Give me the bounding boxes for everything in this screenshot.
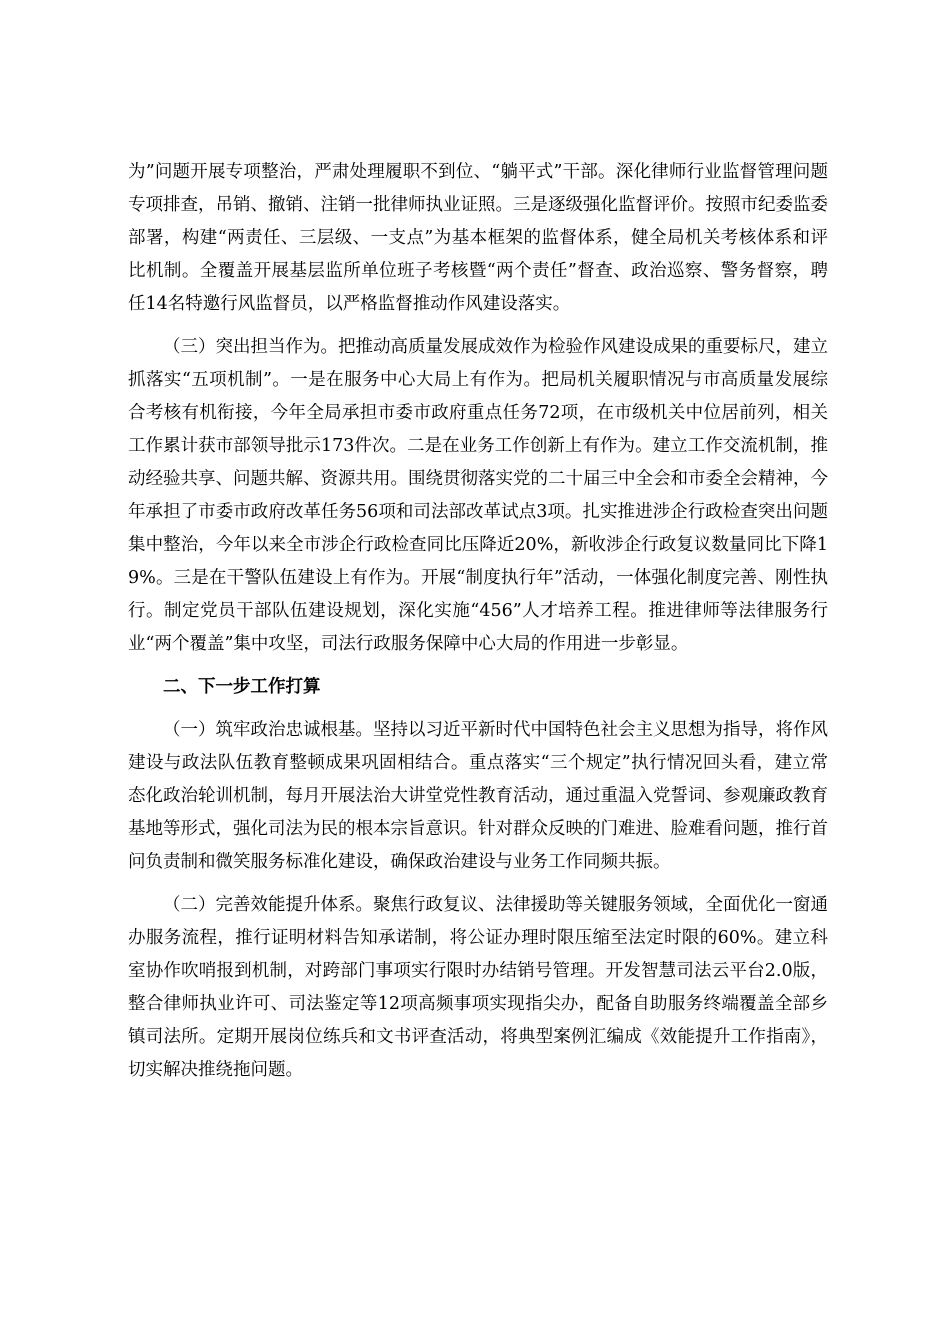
paragraph-efficiency-system: （二）完善效能提升体系。聚焦行政复议、法律援助等关键服务领域，全面优化一窗通办服务流程，推行证明材料告知承诺制，将公证办理时限压缩至法定时限的60%。建立科室协作吹哨报到机制，对跨部门事项实行限时办结销号管理。开发智慧司法云平台2.0版，整合律师执业许可、司法鉴定等12项高频事项实现指尖办，配备自助服务终端覆盖全部乡镇司法所。定期开展岗位练兵和文书评查活动，将典型案例汇编成《效能提升工作指南》，切实解决推绕拖问题。	[128, 895, 828, 1080]
paragraph-political-loyalty: （一）筑牢政治忠诚根基。坚持以习近平新时代中国特色社会主义思想为指导，将作风建设与政法队伍教育整顿成果巩固相结合。重点落实“三个规定”执行情况回头看，建立常态化政治轮训机制，每月开展法治大讲堂党性教育活动，通过重温入党誓词、参观廉政教育基地等形式，强化司法为民的根本宗旨意识。针对群众反映的门难进、脸难看问题，推行首问负责制和微笑服务标准化建设，确保政治建设与业务工作同频共振。	[128, 720, 828, 872]
document-body	[128, 156, 828, 1097]
paragraph-section-three: （三）突出担当作为。把推动高质量发展成效作为检验作风建设成果的重要标尺，建立抓落实“五项机制”。一是在服务中心大局上有作为。把局机关履职情况与市高质量发展综合考核有机衔接，今年全局承担市委市政府重点任务72项，在市级机关中位居前列，相关工作累计获市部领导批示173件次。二是在业务工作创新上有作为。建立工作交流机制，推动经验共享、问题共解、资源共用。围绕贯彻落实党的二十届三中全会和市委全会精神，今年承担了市委市政府改革任务56项和司法部改革试点3项。扎实推进涉企行政检查突出问题集中整治，今年以来全市涉企行政检查同比压降近20%，新收涉企行政复议数量同比下降19%。三是在干警队伍建设上有作为。开展“制度执行年”活动，一体强化制度完善、刚性执行。制定党员干部队伍建设规划，深化实施“456”人才培养工程。推进律师等法律服务行业“两个覆盖”集中攻坚，司法行政服务保障中心大局的作用进一步彰显。	[128, 337, 828, 654]
paragraph-supervision-continued: 为”问题开展专项整治，严肃处理履职不到位、“躺平式”干部。深化律师行业监督管理问题专项排查，吊销、撤销、注销一批律师执业证照。三是逐级强化监督评价。按照市纪委监委部署，构建“两责任、三层级、一支点”为基本框架的监督体系，健全局机关考核体系和评比机制。全覆盖开展基层监所单位班子考核暨“两个责任”督查、政治巡察、警务督察，聘任14名特邀行风监督员，以严格监督推动作风建设落实。	[128, 162, 828, 314]
section-heading-next-steps: 二、下一步工作打算	[163, 677, 321, 697]
